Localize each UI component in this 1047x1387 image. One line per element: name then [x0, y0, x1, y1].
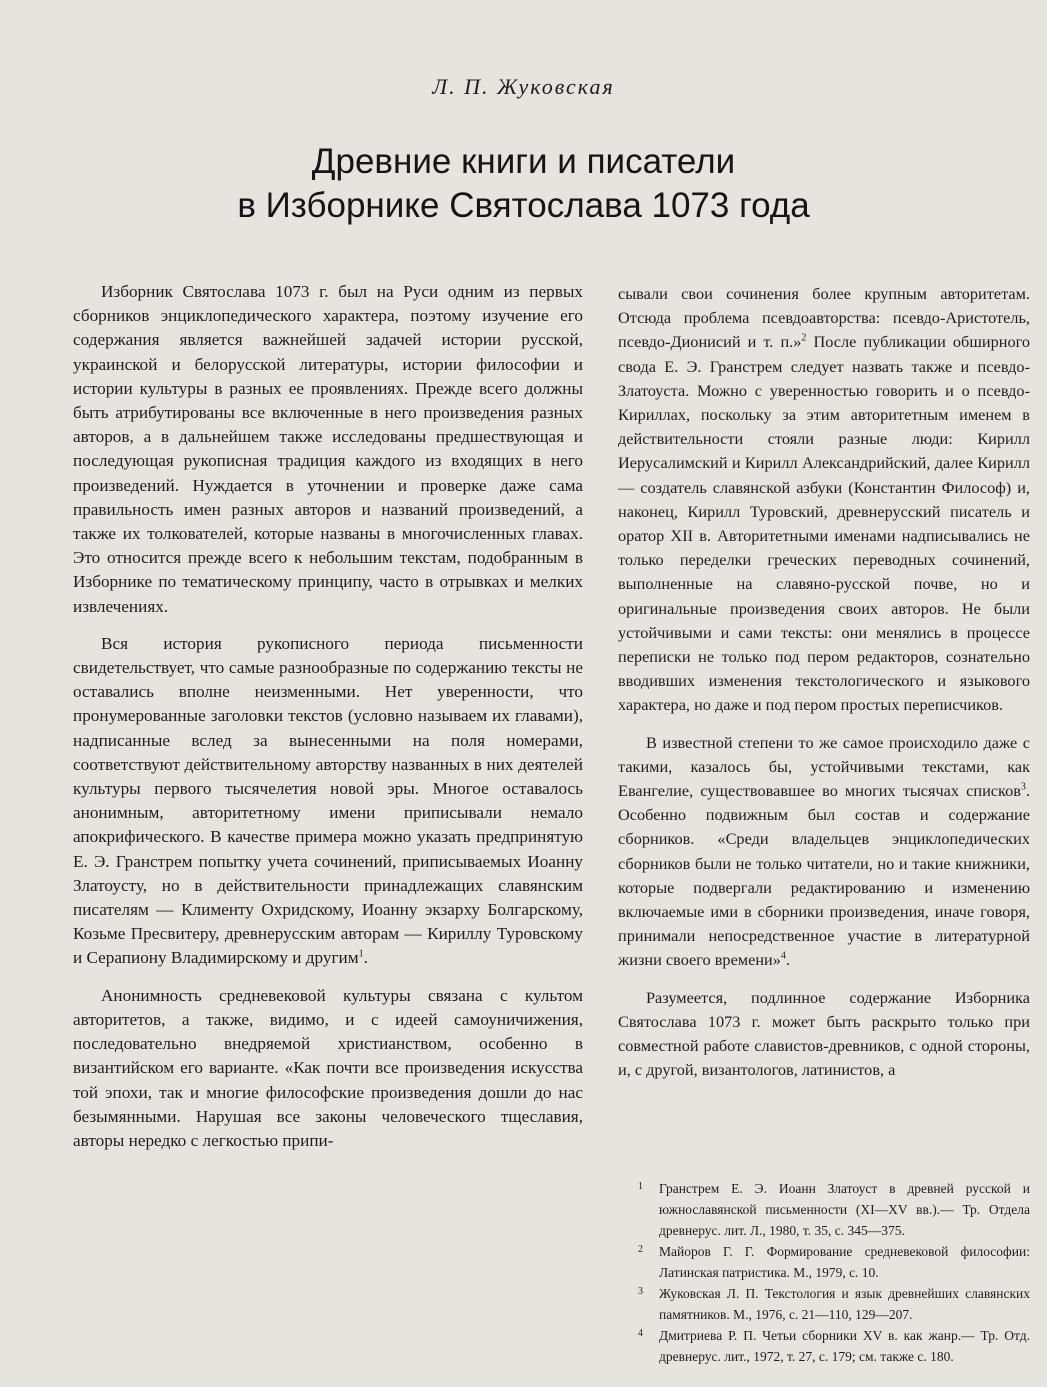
footnote-ref: 3	[1020, 781, 1026, 793]
footnote-number: 3	[638, 1286, 643, 1297]
footnote-number: 4	[638, 1328, 643, 1339]
footnote-ref: 1	[358, 948, 364, 960]
right-column	[618, 282, 1030, 1096]
paragraph: Анонимность средневековой культуры связана с культом авторитетов, а также, видимо, и с идеей самоуничижения, последовательно внедряемой христианством, особенно в византийском его варианте. «Как почти все произведения искусства той эпохи, так и многие философские произведения дошли до нас безымянными. Нарушая все законы человеческого тщеславия, авторы нередко с легкостью припи-	[73, 985, 583, 1150]
footnotes	[634, 1178, 1030, 1367]
footnote-ref: 4	[780, 951, 786, 963]
footnote-number: 1	[638, 1181, 643, 1192]
title-line-2: в Изборнике Святослава 1073 года	[237, 186, 810, 225]
footnote-ref: 2	[801, 332, 807, 344]
footnote-number: 2	[638, 1244, 643, 1255]
title-line-1: Древние книги и писатели	[311, 142, 736, 181]
paragraph: Вся история рукописного периода письменности свидетельствует, что самые разнообразные по содержанию тексты не оставались вполне неизменными. Нет уверенности, что пронумерованные заголовки текстов (условно называем их главами), надписанные вслед за вынесенными на поля номерами, соответствуют действительному авторству названных в них деятелей культуры первого тысячелетия новой эры. Многое оставалось анонимным, авторитетному имени приписывали немало апокрифического. В качестве примера можно указать предпринятую Е. Э. Гранстрем попытку учета сочинений, приписываемых Иоанну Златоусту, но в действительности принадлежащих славянским писателям — Клименту Охридскому, Иоанну экзарху Болгарскому, Козьме Пресвитеру, древнерусским авторам — Кириллу Туровскому и Серапиону Владимирскому и другим$^1$.	[73, 633, 583, 968]
footnote: 2 Майоров Г. Г. Формирование средневековой философии: Латинская патристика. М., 1979, с. 10.	[634, 1241, 1030, 1283]
footnote: 4 Дмитриева Р. П. Четьи сборники XV в. как жанр.— Тр. Отд. древнерус. лит., 1972, т. 27, с. 179; см. также с. 180.	[634, 1325, 1030, 1367]
paragraph: В известной степени то же самое происходило даже с такими, казалось бы, устойчивыми текстами, как Евангелие, существовавшее во многих тысячах списков$^3$. Особенно подвижным был состав и содержание сборников. «Среди владельцев энциклопедических сборников были не только читатели, но и такие книжники, которые подвергали редактированию и изменению включаемые ими в сборники произведения, иначе говоря, принимали непосредственное участие в литературной жизни своего времени»$^4$.	[618, 732, 1030, 970]
footnote: 3 Жуковская Л. П. Текстология и язык древнейших славянских памятников. М., 1976, с. 21—110, 129—207.	[634, 1283, 1030, 1325]
article-title	[0, 140, 1047, 228]
left-column	[73, 280, 583, 1166]
paragraph: сывали свои сочинения более крупным авторитетам. Отсюда проблема псевдоавторства: псевдо-Аристотель, псевдо-Дионисий и т. п.»$^2$ После публикации обширного свода Е. Э. Гранстрем следует назвать также и псевдо-Златоуста. Можно с уверенностью говорить и о псевдо-Кириллах, поскольку за этим авторитетным именем в действительности стояли разные люди: Кирилл Иерусалимский и Кирилл Александрийский, далее Кирилл — создатель славянской азбуки (Константин Философ) и, наконец, Кирилл Туровский, древнерусский писатель и оратор XII в. Авторитетными именами надписывались не только переделки греческих переводных сочинений, выполненные на славяно-русской почве, но и оригинальные произведения своих авторов. Не были устойчивыми и сами тексты: они менялись в процессе переписки не только под пером редакторов, сознательно вводивших изменения текстологического и языкового характера, но даже и под пером простых переписчиков.	[618, 284, 1030, 715]
footnote: 1 Гранстрем Е. Э. Иоанн Златоуст в древней русской и южнославянской письменности (XI—XV вв.).— Тр. Отдела древнерус. лит. Л., 1980, т. 35, с. 345—375.	[634, 1178, 1030, 1241]
paragraph: Разумеется, подлинное содержание Изборника Святослава 1073 г. может быть раскрыто только при совместной работе славистов-древников, с одной стороны, и, с другой, византологов, латинистов, а	[618, 987, 1030, 1080]
author-name: Л. П. Жуковская	[432, 74, 615, 99]
paragraph: Изборник Святослава 1073 г. был на Руси одним из первых сборников энциклопедического характера, поэтому изучение его содержания является важнейшей задачей истории русской, украинской и белорусской литературы, истории философии и истории культуры в разных ее проявлениях. Прежде всего должны быть атрибутированы все включенные в него произведения разных авторов, а в дальнейшем также исследованы предшествующая и последующая рукописная традиция каждого из входящих в него произведений. Нуждается в уточнении и проверке даже сама правильность имен разных авторов и названий произведений, а также их толкователей, которые названы в многочисленных главах. Это относится прежде всего к небольшим текстам, подобранным в Изборнике по тематическому принципу, часто в отрывках и мелких извлечениях.	[73, 282, 583, 616]
